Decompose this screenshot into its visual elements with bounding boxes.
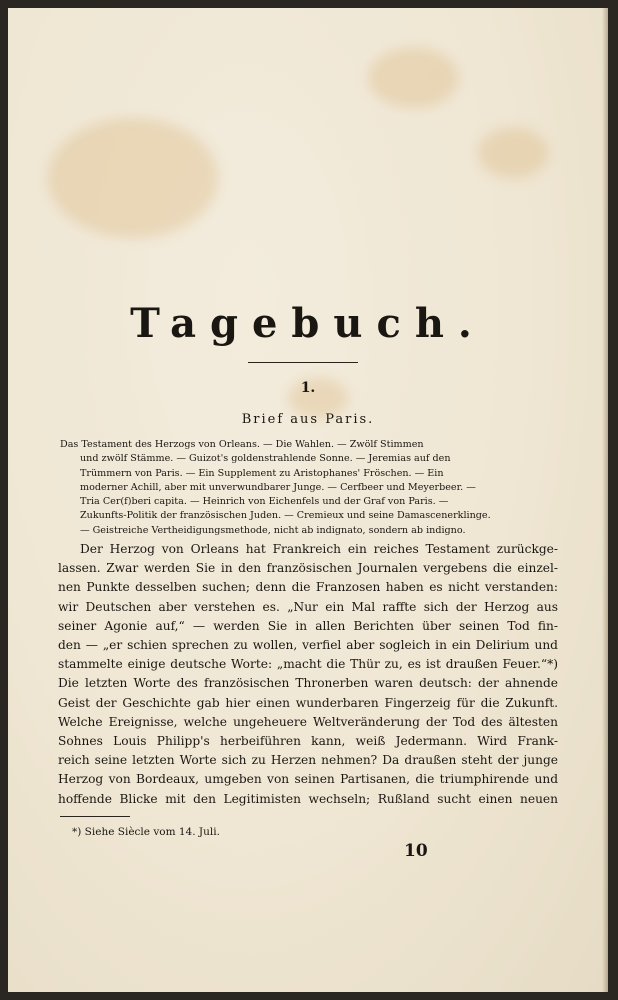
summary-line: Zukunfts-Politik der französischen Juden. — Cremieux und seine Damascenerklinge. — [80, 510, 491, 522]
body-line: Herzog von Bordeaux, umgeben von seinen Partisanen, die triumphirende und — [58, 772, 558, 787]
book-page — [8, 8, 608, 992]
summary-line: und zwölf Stämme. — Guizot's goldenstrahlende Sonne. — Jeremias auf den — [80, 453, 451, 465]
summary-line: Das Testament des Herzogs von Orleans. — Die Wahlen. — Zwölf Stimmen — [60, 439, 424, 450]
summary-line: — Geistreiche Vertheidigungsmethode, nicht ab indignato, sondern ab indigno. — [80, 524, 466, 536]
chapter-summary — [60, 438, 555, 538]
section-title: Brief aus Paris. — [241, 412, 375, 427]
body-line: seiner Agonie auf,“ — werden Sie in allen Berichten über seinen Tod fin- — [58, 618, 558, 633]
footnote-rule — [60, 816, 130, 817]
body-line: hoffende Blicke mit den Legitimisten wechseln; Rußland sucht einen neuen — [58, 791, 558, 806]
body-text — [58, 540, 558, 809]
summary-line: moderner Achill, aber mit unverwundbarer Junge. — Cerfbeer und Meyerbeer. — — [80, 481, 476, 493]
body-line: nen Punkte desselben suchen; denn die Franzosen haben es nicht verstanden: — [58, 580, 558, 595]
page-title: Tagebuch. — [130, 300, 486, 347]
body-line: Sohnes Louis Philipp's herbeiführen kann, weiß Jedermann. Wird Frank- — [58, 734, 558, 749]
summary-line: Trümmern von Paris. — Ein Supplement zu Aristophanes' Fröschen. — Ein — [80, 467, 444, 479]
body-line: reich seine letzten Worte sich zu Herzen nehmen? Da draußen steht der junge — [58, 753, 558, 768]
water-stain — [48, 118, 218, 238]
section-number: 1. — [300, 380, 316, 396]
water-stain — [478, 128, 548, 178]
body-line: wir Deutschen aber verstehen es. „Nur ein Mal raffte sich der Herzog aus — [58, 599, 558, 614]
body-line: lassen. Zwar werden Sie in den französischen Journalen vergebens die einzel- — [58, 561, 558, 576]
summary-line: Tria Cer(f)beri capita. — Heinrich von Eichenfels und der Graf von Paris. — — [80, 496, 449, 508]
body-line: Die letzten Worte des französischen Thronerben waren deutsch: der ahnende — [58, 676, 558, 691]
page-number: 10 — [404, 841, 428, 861]
title-rule — [248, 362, 358, 363]
body-line: den — „er schien sprechen zu wollen, verfiel aber sogleich in ein Delirium und — [58, 638, 558, 653]
body-line: Welche Ereignisse, welche ungeheuere Weltveränderung der Tod des ältesten — [58, 714, 558, 729]
body-line: stammelte einige deutsche Worte: „macht die Thür zu, es ist draußen Feuer.“*) — [58, 657, 558, 672]
footnote: *) Siehe Siècle vom 14. Juli. — [72, 826, 220, 838]
body-line: Geist der Geschichte gab hier einen wunderbaren Fingerzeig für die Zukunft. — [58, 695, 558, 710]
water-stain — [368, 48, 458, 108]
body-line: Der Herzog von Orleans hat Frankreich ein reiches Testament zurückge- — [80, 542, 558, 556]
